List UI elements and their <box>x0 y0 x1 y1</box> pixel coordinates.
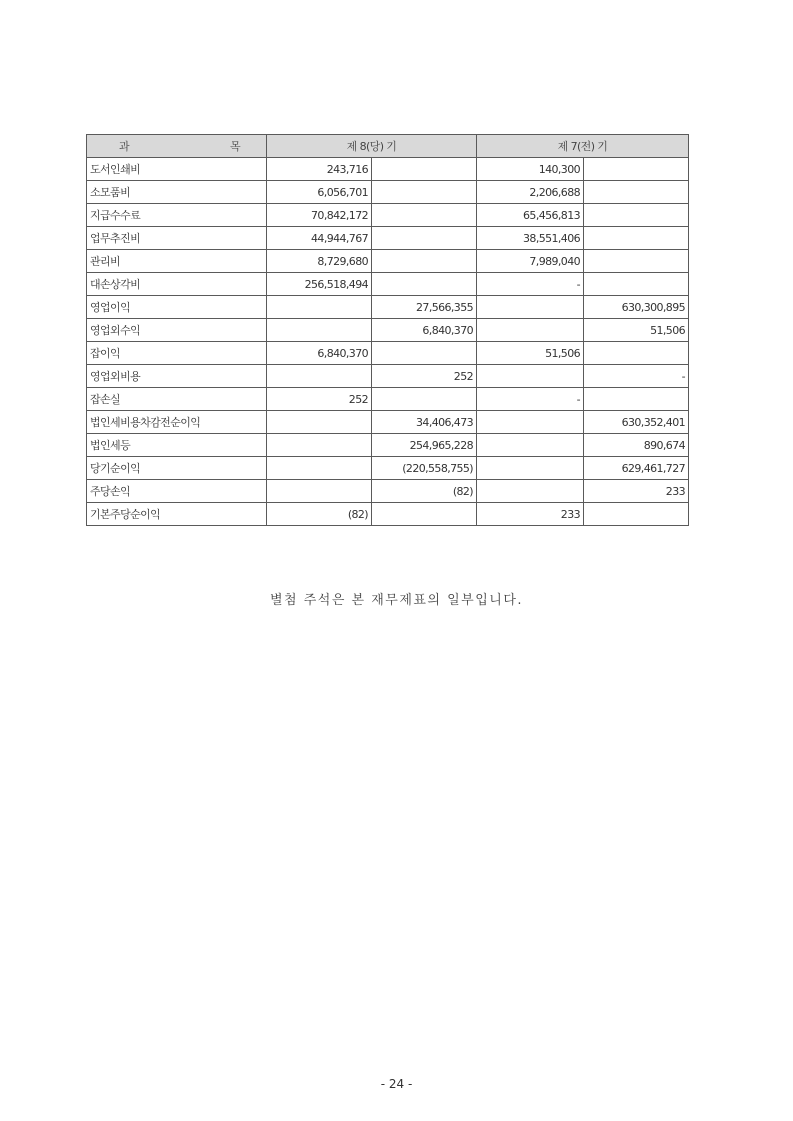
prior-total-amount: 629,461,727 <box>584 457 689 480</box>
prior-total-amount <box>584 181 689 204</box>
current-total-amount <box>372 204 477 227</box>
prior-detail-amount <box>477 457 584 480</box>
prior-total-amount <box>584 388 689 411</box>
current-detail-amount <box>267 296 372 319</box>
table-row <box>87 365 689 388</box>
prior-total-amount <box>584 250 689 273</box>
prior-detail-amount: 51,506 <box>477 342 584 365</box>
prior-detail-amount <box>477 296 584 319</box>
row-label: 관리비 <box>87 250 267 273</box>
table-row <box>87 296 689 319</box>
row-label: 잡손실 <box>87 388 267 411</box>
current-detail-amount: 243,716 <box>267 158 372 181</box>
current-detail-amount <box>267 480 372 503</box>
row-label: 기본주당순이익 <box>87 503 267 526</box>
current-total-amount: (220,558,755) <box>372 457 477 480</box>
prior-detail-amount <box>477 480 584 503</box>
header-current-period: 제 8(당) 기 <box>267 135 477 158</box>
current-total-amount: (82) <box>372 480 477 503</box>
table-row <box>87 319 689 342</box>
row-label: 당기순이익 <box>87 457 267 480</box>
prior-total-amount <box>584 503 689 526</box>
table-body <box>87 158 689 526</box>
current-detail-amount: 256,518,494 <box>267 273 372 296</box>
row-label: 업무추진비 <box>87 227 267 250</box>
table-header-row <box>87 135 689 158</box>
current-total-amount <box>372 250 477 273</box>
prior-total-amount: 630,300,895 <box>584 296 689 319</box>
table-row <box>87 250 689 273</box>
current-detail-amount <box>267 434 372 457</box>
prior-detail-amount: 140,300 <box>477 158 584 181</box>
table-row <box>87 204 689 227</box>
current-total-amount <box>372 388 477 411</box>
table-row <box>87 480 689 503</box>
row-label: 소모품비 <box>87 181 267 204</box>
current-detail-amount <box>267 365 372 388</box>
current-total-amount <box>372 503 477 526</box>
table-row <box>87 411 689 434</box>
current-detail-amount: 8,729,680 <box>267 250 372 273</box>
prior-total-amount <box>584 227 689 250</box>
current-detail-amount: 6,056,701 <box>267 181 372 204</box>
table-row <box>87 342 689 365</box>
prior-total-amount: 51,506 <box>584 319 689 342</box>
table-row <box>87 227 689 250</box>
current-detail-amount: 252 <box>267 388 372 411</box>
row-label: 영업외수익 <box>87 319 267 342</box>
prior-detail-amount <box>477 319 584 342</box>
row-label: 영업이익 <box>87 296 267 319</box>
row-label: 영업외비용 <box>87 365 267 388</box>
header-prior-period: 제 7(전) 기 <box>477 135 689 158</box>
prior-detail-amount <box>477 411 584 434</box>
prior-detail-amount: 38,551,406 <box>477 227 584 250</box>
header-subject <box>87 135 267 158</box>
row-label: 주당손익 <box>87 480 267 503</box>
prior-detail-amount <box>477 365 584 388</box>
page-number: - 24 - <box>380 1077 413 1091</box>
row-label: 법인세등 <box>87 434 267 457</box>
current-detail-amount <box>267 319 372 342</box>
table-row <box>87 457 689 480</box>
header-subject-part1: 과 <box>119 140 130 153</box>
footnote: 별첨 주석은 본 재무제표의 일부입니다. <box>269 593 524 608</box>
prior-total-amount <box>584 158 689 181</box>
current-detail-amount <box>267 411 372 434</box>
prior-total-amount <box>584 342 689 365</box>
current-detail-amount: 70,842,172 <box>267 204 372 227</box>
current-total-amount <box>372 181 477 204</box>
prior-total-amount: 630,352,401 <box>584 411 689 434</box>
current-detail-amount: 6,840,370 <box>267 342 372 365</box>
prior-detail-amount: 2,206,688 <box>477 181 584 204</box>
current-total-amount: 34,406,473 <box>372 411 477 434</box>
current-total-amount <box>372 342 477 365</box>
prior-total-amount <box>584 273 689 296</box>
current-total-amount: 252 <box>372 365 477 388</box>
prior-total-amount: 890,674 <box>584 434 689 457</box>
prior-detail-amount: 65,456,813 <box>477 204 584 227</box>
table-row <box>87 273 689 296</box>
row-label: 잡이익 <box>87 342 267 365</box>
header-subject-part2: 목 <box>229 140 240 153</box>
financial-statement-table <box>86 134 689 526</box>
table-row <box>87 503 689 526</box>
current-detail-amount <box>267 457 372 480</box>
current-total-amount <box>372 227 477 250</box>
current-total-amount <box>372 158 477 181</box>
prior-total-amount: 233 <box>584 480 689 503</box>
table-row <box>87 434 689 457</box>
prior-detail-amount: 7,989,040 <box>477 250 584 273</box>
prior-total-amount <box>584 204 689 227</box>
current-total-amount: 27,566,355 <box>372 296 477 319</box>
prior-detail-amount: 233 <box>477 503 584 526</box>
table-row <box>87 181 689 204</box>
current-detail-amount: 44,944,767 <box>267 227 372 250</box>
table-row <box>87 388 689 411</box>
row-label: 법인세비용차감전순이익 <box>87 411 267 434</box>
current-detail-amount: (82) <box>267 503 372 526</box>
prior-detail-amount: - <box>477 388 584 411</box>
row-label: 대손상각비 <box>87 273 267 296</box>
current-total-amount <box>372 273 477 296</box>
row-label: 지급수수료 <box>87 204 267 227</box>
current-total-amount: 254,965,228 <box>372 434 477 457</box>
prior-detail-amount <box>477 434 584 457</box>
prior-total-amount: - <box>584 365 689 388</box>
prior-detail-amount: - <box>477 273 584 296</box>
table-row <box>87 158 689 181</box>
current-total-amount: 6,840,370 <box>372 319 477 342</box>
row-label: 도서인쇄비 <box>87 158 267 181</box>
